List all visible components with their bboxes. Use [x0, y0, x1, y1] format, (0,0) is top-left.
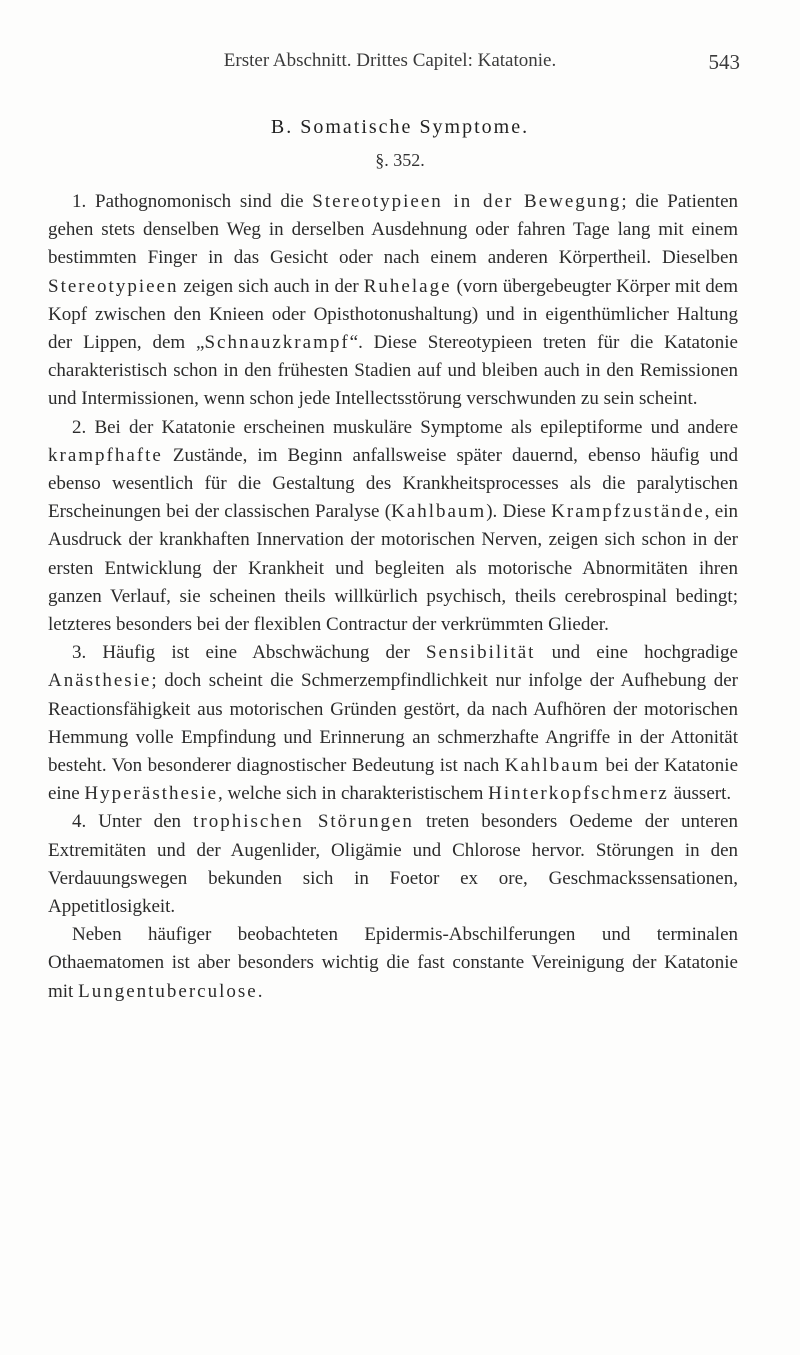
paragraph-4 [48, 808, 738, 921]
section-heading: B. Somatische Symptome. [270, 116, 530, 138]
text-segment: , ein Ausdruck der krankhaften Innervation der motorischen Nerven, zeigen sich schon in der ersten Entwicklung der Krankheit und begleiten als motorische Abnormitäten ihren ganzen Verlauf, sie scheinen theils willkürlich psychisch, theils cerebrospinal bedingt; letzteres besonders bei der flexiblen Contractur der verkrümmten Glieder. [48, 501, 738, 636]
text-segment: , welche sich in charakteristischem [218, 783, 489, 805]
text-segment: “. Diese Stereotypieen treten für die Katatonie charakteristisch schon in den frühesten Stadien auf und bleiben auch in den Remissionen und Intermissionen, wenn schon jede Intellectsstörung verschwunden zu sein scheint. [48, 332, 738, 410]
paragraph-3 [48, 639, 738, 808]
text-segment: und eine hochgradige [535, 642, 738, 664]
running-title: Erster Abschnitt. Drittes Capitel: Katatonie. [223, 50, 557, 71]
text-segment: 1. Pathognomonisch sind die [72, 191, 313, 212]
body-text [48, 188, 738, 1006]
text-segment: 4. Unter den [72, 811, 194, 833]
emphasis: Hyperästhesie [84, 783, 219, 805]
emphasis: Lungentuberculose [78, 980, 258, 1002]
emphasis: Stereotypieen [48, 275, 179, 297]
page-number: 543 [708, 50, 740, 74]
emphasis: Schnauzkrampf [204, 332, 350, 354]
text-segment: ; die Patienten gehen stets denselben Weg in derselben Ausdehnung oder fahren Tage lang mit einem bestimmten Finger in das Gesicht oder nach einem anderen Körpertheil. Dieselben [48, 191, 738, 269]
text-segment: bei der Katatonie eine [48, 755, 738, 805]
emphasis: Kahlbaum [391, 501, 487, 523]
text-segment: . [257, 980, 263, 1002]
text-segment: zeigen sich auch in der [178, 275, 364, 297]
text-segment: Zustände, im Beginn anfallsweise später dauernd, ebenso häufig und ebenso wesentlich für die Gestaltung des Krankheitsprocesses als die paralytischen Erscheinungen bei der classischen Paralyse ( [48, 444, 738, 523]
paragraph-5 [48, 921, 738, 1006]
paragraph-2 [48, 414, 738, 640]
text-segment: 3. Häufig ist eine Abschwächung der [72, 642, 426, 664]
emphasis: Kahlbaum [504, 755, 600, 777]
emphasis: Hinterkopfschmerz [488, 783, 669, 805]
text-segment: treten besonders Oedeme der unteren Extremitäten und der Augenlider, Oligämie und Chlorose hervor. Störungen in den Verdauungswegen bekunden sich in Foetor ex ore, Geschmackssensationen, Appetitlosigkeit. [48, 811, 738, 918]
emphasis: trophischen Störungen [193, 811, 414, 833]
emphasis: Anästhesie [48, 670, 152, 692]
text-segment: ; doch scheint die Schmerzempfindlichkeit nur infolge der Aufhebung der Reactionsfähigkeit aus motorischen Gründen gestört, da nach Aufhören der motorischen Hemmung volle Empfindung und Erinnerung an schmerzhafte Angriffe in der Attonität besteht. Von besonderer diagnostischer Bedeutung ist nach [48, 670, 738, 777]
paragraph-number: §. 352. [375, 150, 425, 170]
emphasis: Sensibilität [425, 642, 536, 664]
emphasis: Krampfzustände [551, 501, 705, 523]
text-segment: ). Diese [486, 501, 552, 523]
emphasis: krampfhafte [48, 444, 163, 466]
text-segment: 2. Bei der Katatonie erscheinen muskuläre Symptome als epileptiforme und andere [72, 416, 738, 438]
page-header [40, 50, 740, 78]
text-segment: äussert. [668, 783, 732, 805]
paragraph-1 [48, 188, 738, 414]
text-segment: Neben häufiger beobachteten Epidermis-Abschilferungen und terminalen Othaematomen ist aber besonders wichtig die fast constante Vereinigung der Katatonie mit [48, 924, 738, 1002]
emphasis: Ruhelage [363, 275, 452, 297]
text-segment: (vorn übergebeugter Körper mit dem Kopf zwischen den Knieen oder Opisthotonushaltung) und in eigenthümlicher Haltung der Lippen, dem „ [48, 275, 738, 354]
emphasis: Stereotypieen in der Bewegung [312, 191, 622, 212]
